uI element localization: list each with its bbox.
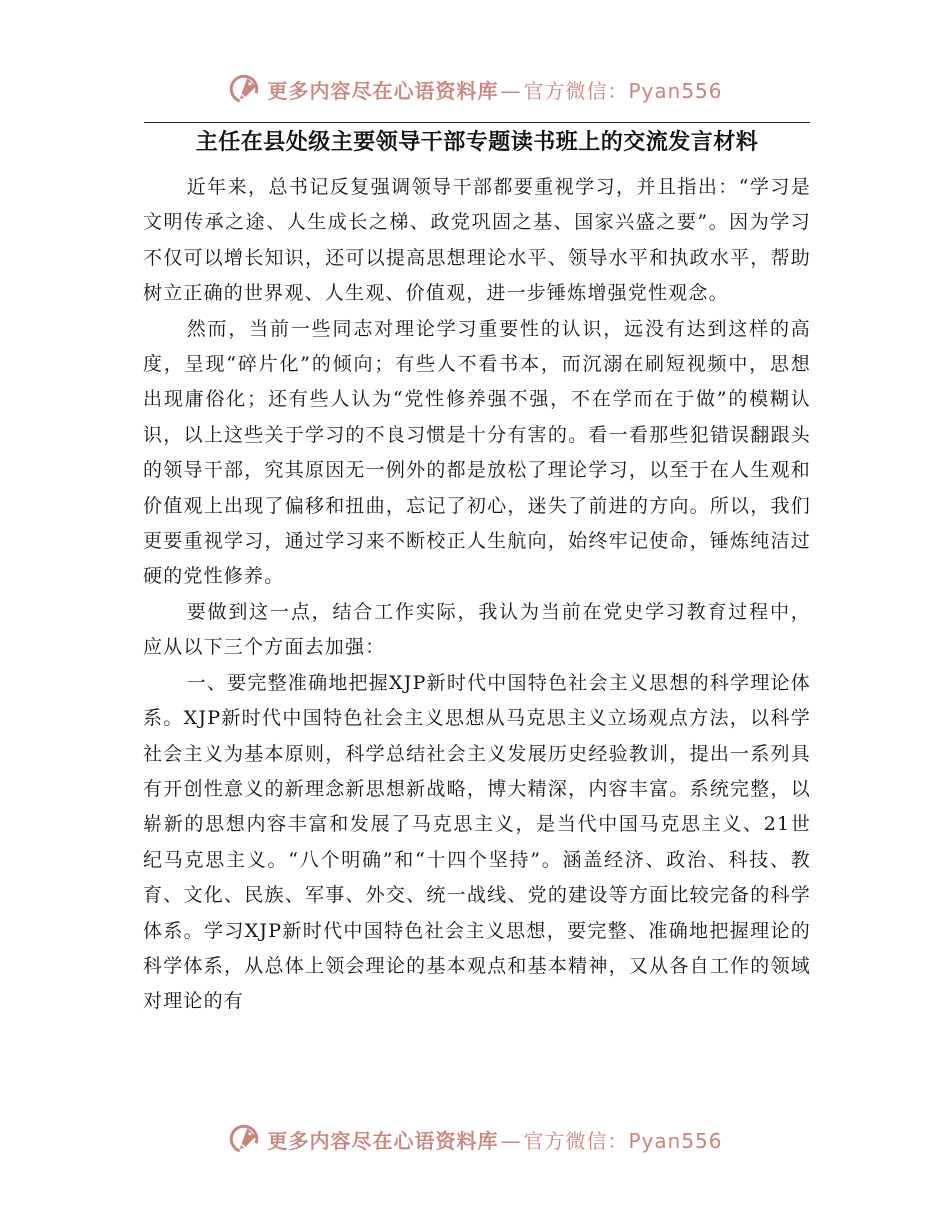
watermark-brand: 更多内容尽在心语资料库 (267, 1128, 499, 1153)
watermark-text (267, 75, 722, 104)
header-watermark (0, 72, 950, 106)
pen-nib-logo-icon (227, 72, 261, 106)
paragraph: 近年来，总书记反复强调领导干部都要重视学习，并且指出：“学习是文明传承之途、人生成长之梯、政党巩固之基、国家兴盛之要”。因为学习不仅可以增长知识，还可以提高思想理论水平、领导水平和执政水平，帮助树立正确的世界观、人生观、价值观，进一步锤炼增强党性观念。 (143, 176, 811, 305)
document-title: 主任在县处级主要领导干部专题读书班上的交流发言材料 (195, 130, 759, 155)
watermark-handle: Pyan556 (628, 1128, 723, 1153)
watermark-separator: — (500, 1128, 522, 1153)
watermark-label: 官方微信： (523, 1128, 629, 1153)
watermark-separator: — (500, 78, 522, 103)
footer-watermark (0, 1122, 950, 1156)
document-body (143, 170, 811, 1020)
paragraph: 然而，当前一些同志对理论学习重要性的认识，远没有达到这样的高度，呈现“碎片化”的倾向；有些人不看书本，而沉溺在刷短视频中，思想出现庸俗化；还有些人认为“党性修养强不强，不在学而在于做”的模糊认识，以上这些关于学习的不良习惯是十分有害的。看一看那些犯错误翻跟头的领导干部，究其原因无一例外的都是放松了理论学习，以至于在人生观和价值观上出现了偏移和扭曲，忘记了初心，迷失了前进的方向。所以，我们更要重视学习，通过学习来不断校正人生航向，始终牢记使命，锤炼纯洁过硬的党性修养。 (143, 317, 811, 588)
paragraph: 一、要完整准确地把握XJP新时代中国特色社会主义思想的科学理论体系。XJP新时代中国特色社会主义思想从马克思主义立场观点方法，以科学社会主义为基本原则，科学总结社会主义发展历史经验教训，提出一系列具有开创性意义的新理念新思想新战略，博大精深，内容丰富。系统完整，以崭新的思想内容丰富和发展了马克思主义，是当代中国马克思主义、21世纪马克思主义。“八个明确”和“十四个坚持”。涵盖经济、政治、科技、教育、文化、民族、军事、外交、统一战线、党的建设等方面比较完备的科学体系。学习XJP新时代中国特色社会主义思想，要完整、准确地把握理论的科学体系，从总体上领会理论的基本观点和基本精神，又从各自工作的领域对理论的有 (143, 671, 811, 1013)
paragraph: 要做到这一点，结合工作实际，我认为当前在党史学习教育过程中，应从以下三个方面去加强： (143, 600, 811, 659)
watermark-handle: Pyan556 (628, 78, 723, 103)
pen-nib-logo-icon (227, 1122, 261, 1156)
watermark-text (267, 1125, 722, 1154)
watermark-brand: 更多内容尽在心语资料库 (267, 78, 499, 103)
watermark-label: 官方微信： (523, 78, 629, 103)
title-rule (144, 122, 810, 123)
